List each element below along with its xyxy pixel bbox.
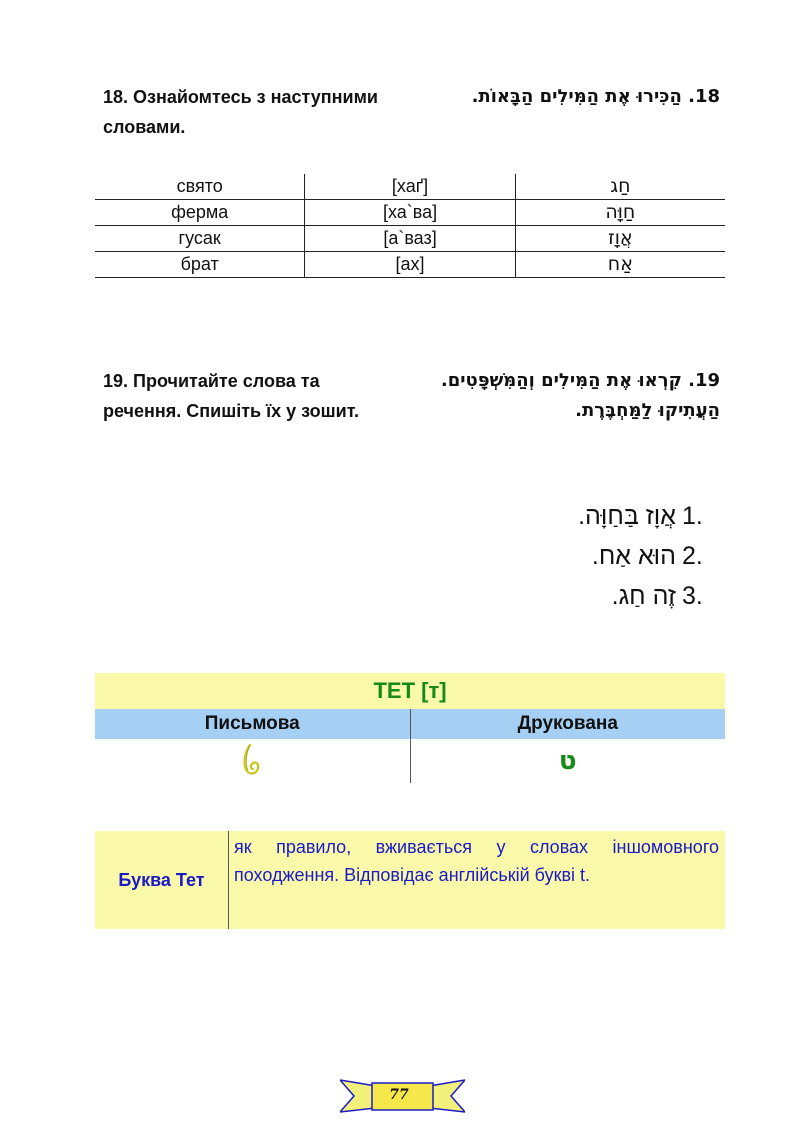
vocabulary-table <box>95 174 725 278</box>
note-label: Буква Тет <box>95 831 229 929</box>
word-transcription: [хаґ] <box>305 174 515 200</box>
word-hebrew: חַוָּה <box>515 200 725 226</box>
word-hebrew: אַח <box>515 252 725 278</box>
sentence-number: 2. <box>682 542 703 570</box>
printed-tet: ט <box>558 746 577 776</box>
word-ukrainian: ферма <box>95 200 305 226</box>
exercise-18-hebrew: 18. הַכִּירוּ אֶת הַמִּילִים הַבָּאוֹת. <box>471 86 720 107</box>
sentence-list <box>578 496 722 616</box>
list-item <box>578 536 722 576</box>
printed-header: Друкована <box>410 709 725 739</box>
sentence-text: אֲוָז בַּחַוָּה. <box>578 502 676 530</box>
word-ukrainian: брат <box>95 252 305 278</box>
word-hebrew: אֲוָז <box>515 226 725 252</box>
sentence-number: 1. <box>682 502 703 530</box>
letter-note <box>95 831 725 929</box>
printed-letter-glyph <box>410 739 725 783</box>
list-item <box>578 576 722 616</box>
table-row <box>95 252 725 278</box>
word-hebrew: חַג <box>515 174 725 200</box>
table-row <box>95 226 725 252</box>
word-transcription: [ха`ва] <box>305 200 515 226</box>
page-number: 77 <box>389 1087 409 1103</box>
written-header: Письмова <box>95 709 410 739</box>
word-transcription: [ах] <box>305 252 515 278</box>
table-row <box>95 174 725 200</box>
written-letter-glyph <box>95 739 410 783</box>
exercise-19-hebrew: 19. קִרְאוּ אֶת הַמִּילִים וְהַמִּשְׁפָּטִים. הַעֲתִיקוּ לַמַּחְבֶּרֶת. <box>440 370 720 421</box>
word-ukrainian: свято <box>95 174 305 200</box>
exercise-18-ukrainian: 18. Ознайомтесь з наступними словами. <box>103 87 378 137</box>
list-item <box>578 496 722 536</box>
table-row <box>95 200 725 226</box>
exercise-19-ukrainian: 19. Прочитайте слова та речення. Спишіть їх у зошит. <box>103 371 359 421</box>
word-transcription: [а`ваз] <box>305 226 515 252</box>
handwritten-tet-icon <box>240 742 264 776</box>
sentence-text: הוּא אַח. <box>591 542 676 570</box>
letter-title: ТЕТ [т] <box>95 673 725 709</box>
word-ukrainian: гусак <box>95 226 305 252</box>
letter-tet-table <box>95 673 725 783</box>
sentence-number: 3. <box>682 582 703 610</box>
note-text: як правило, вживається у словах іншомовного походження. Відповідає англійській букві t. <box>234 837 719 885</box>
sentence-text: זֶה חַג. <box>611 582 676 610</box>
